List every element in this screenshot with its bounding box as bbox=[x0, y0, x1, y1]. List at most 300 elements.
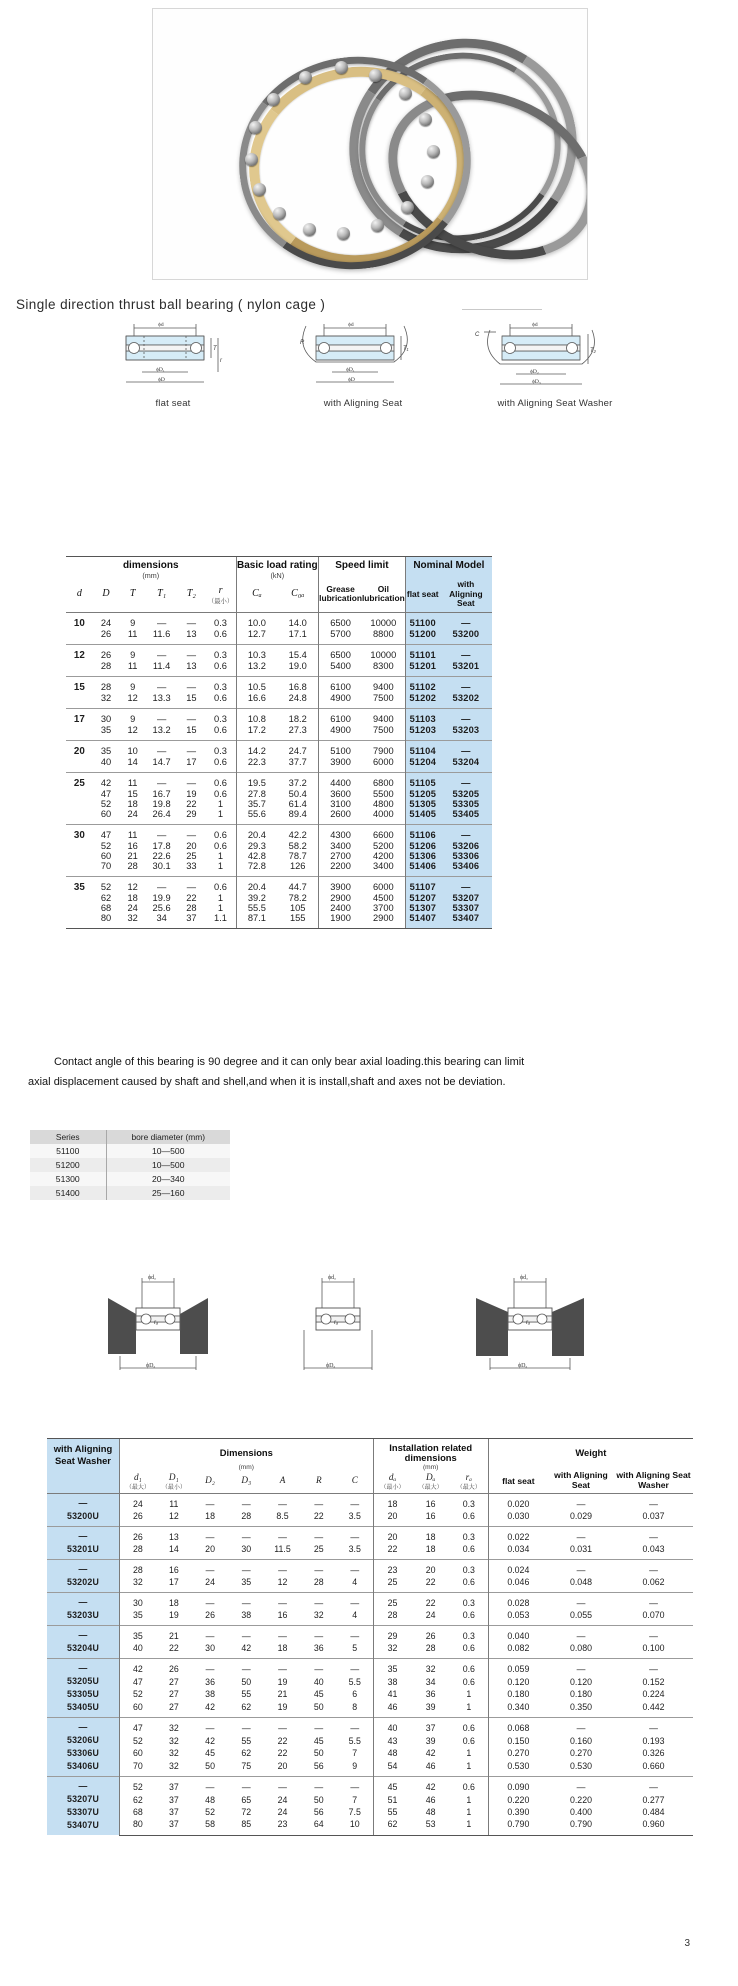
cell-Da: 22 bbox=[412, 1593, 450, 1610]
cell-speed-grease: 6100 bbox=[319, 708, 362, 725]
cell-bore-d: 10 bbox=[73, 617, 85, 629]
col-oil-lubrication: Oil lubrication bbox=[362, 580, 405, 612]
cell-weight-aligning-seat-washer: 0.442 bbox=[642, 1701, 665, 1712]
cell-model-flat-seat: 51203 bbox=[405, 725, 440, 741]
table-row bbox=[66, 799, 492, 809]
svg-text:ϕDₐ: ϕDₐ bbox=[518, 1363, 528, 1369]
cell-weight-aligning-seat-washer: 0.660 bbox=[642, 1760, 665, 1771]
cell-D2: — bbox=[192, 1659, 228, 1676]
cell-height-T2: — bbox=[177, 876, 205, 893]
cell-ra: 0.6 bbox=[450, 1777, 488, 1794]
cell-height-T: 24 bbox=[127, 808, 138, 819]
cell-height-T2: — bbox=[177, 708, 205, 725]
cell-bore-d bbox=[66, 789, 93, 799]
cell-height-T2: 25 bbox=[186, 850, 197, 861]
cell-dynamic-load-Ca: 10.0 bbox=[236, 612, 277, 629]
cell-d1: 60 bbox=[119, 1747, 155, 1759]
model-label: — bbox=[78, 1781, 88, 1791]
cell-speed-oil: 5500 bbox=[373, 788, 394, 799]
cell-ra: 0.6 bbox=[462, 1544, 475, 1554]
cell-weight-aligning-seat-washer: 0.960 bbox=[614, 1818, 693, 1835]
cell-C: — bbox=[337, 1560, 373, 1577]
cell-R: — bbox=[314, 1499, 324, 1509]
header-dimensions: dimensions bbox=[66, 557, 236, 572]
cell-D1: 37 bbox=[156, 1777, 192, 1794]
table-row bbox=[47, 1747, 693, 1759]
cell-model-flat-seat: 51405 bbox=[405, 809, 440, 825]
cell-model-flat-seat: 51407 bbox=[405, 913, 440, 929]
svg-text:ϕdₐ: ϕdₐ bbox=[328, 1275, 336, 1281]
cell-da: 28 bbox=[373, 1609, 411, 1626]
col-ra-symbol: rₐ bbox=[465, 1471, 472, 1482]
cell-A: 12 bbox=[277, 1577, 288, 1587]
cell-D3: — bbox=[228, 1593, 264, 1610]
cell-chamfer-r: 0.6 bbox=[214, 660, 227, 671]
cell-height-T: 9 bbox=[130, 618, 136, 628]
cell-outer-D: 26 bbox=[93, 644, 120, 661]
cell-bore-d bbox=[66, 903, 93, 913]
cell-height-T: 10 bbox=[119, 740, 146, 757]
cell-height-T1: 19.9 bbox=[152, 892, 171, 903]
cell-model-flat-seat: 51206 bbox=[405, 841, 440, 851]
cell-weight-aligning-seat-washer: 0.037 bbox=[642, 1511, 665, 1521]
cell-A: — bbox=[264, 1560, 300, 1577]
cell-weight-aligning-seat: 0.530 bbox=[569, 1760, 592, 1771]
col-D1 bbox=[156, 1471, 192, 1494]
cell-D2: 20 bbox=[205, 1544, 215, 1554]
cell-bore-d bbox=[66, 799, 93, 809]
cell-D3: — bbox=[228, 1718, 264, 1735]
cell-A: 11.5 bbox=[274, 1544, 291, 1554]
cell-model-aligning-seat: 53202 bbox=[440, 693, 492, 709]
cell-model-aligning-seat-washer bbox=[47, 1494, 119, 1527]
table-row bbox=[66, 876, 492, 893]
cell-d1: 28 bbox=[119, 1560, 155, 1577]
series-col-header: Series bbox=[30, 1130, 106, 1144]
cell-A: 18 bbox=[277, 1643, 288, 1653]
cell-weight-aligning-seat: 0.048 bbox=[569, 1577, 592, 1587]
cell-height-T: 11 bbox=[127, 660, 138, 671]
svg-text:ϕdₐ: ϕdₐ bbox=[148, 1275, 156, 1281]
cell-weight-aligning-seat-washer: 0.326 bbox=[642, 1748, 665, 1758]
cell-D3: — bbox=[228, 1527, 264, 1544]
cell-height-T: 14 bbox=[127, 756, 138, 767]
cell-dynamic-load-Ca: 20.4 bbox=[236, 824, 277, 841]
table-row bbox=[66, 772, 492, 789]
cell-weight-aligning-seat-washer: — bbox=[614, 1777, 693, 1794]
cell-height-T: 15 bbox=[127, 788, 138, 799]
aligning-seat-drawing bbox=[288, 322, 438, 394]
cell-C: — bbox=[337, 1593, 373, 1610]
cell-weight-aligning-seat: 0.029 bbox=[569, 1511, 592, 1521]
cell-ra: 0.6 bbox=[462, 1577, 475, 1587]
cell-static-load-C0a: 78.7 bbox=[288, 850, 307, 861]
cell-bore-d bbox=[66, 629, 93, 645]
cell-speed-grease: 4900 bbox=[319, 725, 362, 741]
cell-D1: 19 bbox=[168, 1610, 179, 1620]
cell-outer-D: 60 bbox=[100, 850, 112, 861]
cell-D1: 14 bbox=[168, 1544, 179, 1554]
cell-A: 22 bbox=[277, 1748, 288, 1758]
cell-A: 24 bbox=[277, 1806, 288, 1817]
cell-height-T1: 30.1 bbox=[152, 860, 171, 871]
svg-text:rₐ: rₐ bbox=[526, 1320, 531, 1326]
cell-chamfer-r: 0.6 bbox=[214, 840, 227, 851]
cell-d1: 42 bbox=[119, 1659, 155, 1676]
cell-height-T: 9 bbox=[119, 676, 146, 693]
cell-A: 20 bbox=[277, 1760, 288, 1771]
cell-da: 54 bbox=[373, 1759, 411, 1776]
cell-A: — bbox=[264, 1593, 300, 1610]
table-row bbox=[66, 893, 492, 903]
cell-Da: 32 bbox=[412, 1659, 450, 1676]
cell-chamfer-r: 0.6 bbox=[214, 692, 227, 703]
cell-speed-oil: 6600 bbox=[362, 824, 405, 841]
cell-height-T1: 13.2 bbox=[152, 724, 171, 735]
cell-d1: 26 bbox=[119, 1527, 155, 1544]
cell-static-load-C0a: 15.4 bbox=[277, 644, 318, 661]
title-divider bbox=[462, 309, 542, 310]
cell-chamfer-r: 1 bbox=[217, 860, 224, 871]
cell-chamfer-r: 0.3 bbox=[214, 618, 227, 628]
cell-height-T: 18 bbox=[127, 892, 138, 903]
cell-A: — bbox=[264, 1718, 300, 1735]
svg-text:ϕd: ϕd bbox=[158, 322, 164, 328]
cell-C: 4 bbox=[352, 1577, 358, 1587]
cell-weight-aligning-seat-washer: 0.070 bbox=[642, 1610, 665, 1620]
series-table-header bbox=[30, 1130, 230, 1144]
cell-dynamic-load-Ca: 10.3 bbox=[236, 644, 277, 661]
cell-D1: 32 bbox=[168, 1760, 179, 1771]
cell-Da: 22 bbox=[425, 1577, 436, 1587]
svg-text:T₂: T₂ bbox=[590, 348, 596, 354]
cell-C: — bbox=[337, 1718, 373, 1735]
cell-model-aligning-seat: 53307 bbox=[440, 903, 492, 913]
svg-text:r: r bbox=[220, 358, 222, 364]
cell-height-T1: — bbox=[146, 824, 177, 841]
cell-D3: 85 bbox=[228, 1818, 264, 1835]
cell-bore-range: 20—340 bbox=[106, 1172, 230, 1186]
cell-weight-aligning-seat-washer: 0.224 bbox=[642, 1689, 665, 1699]
cell-D1: 37 bbox=[156, 1818, 192, 1835]
cell-d1: 52 bbox=[119, 1777, 155, 1794]
cell-Da: 18 bbox=[425, 1544, 436, 1554]
table-row bbox=[66, 809, 492, 825]
cell-d1: 47 bbox=[119, 1676, 155, 1688]
cell-da: 20 bbox=[373, 1510, 411, 1527]
install-drawing-1 bbox=[90, 1268, 260, 1378]
cell-chamfer-r: 1 bbox=[217, 798, 224, 809]
cell-R: 50 bbox=[313, 1748, 324, 1758]
cell-bore-range: 10—500 bbox=[106, 1158, 230, 1172]
cell-static-load-C0a: 61.4 bbox=[288, 798, 307, 809]
svg-text:ϕD: ϕD bbox=[158, 377, 165, 383]
table-row bbox=[47, 1560, 693, 1577]
cell-model-flat-seat: 51106 bbox=[405, 824, 440, 841]
cell-d1: 30 bbox=[119, 1593, 155, 1610]
cell-D2: 24 bbox=[205, 1577, 215, 1587]
cell-dynamic-load-Ca: 19.5 bbox=[236, 772, 277, 789]
cell-height-T2: — bbox=[177, 644, 205, 661]
cell-weight-aligning-seat: — bbox=[548, 1626, 614, 1643]
cell-A: 21 bbox=[277, 1689, 288, 1699]
list-item bbox=[30, 1186, 230, 1200]
cell-d1: 35 bbox=[119, 1609, 155, 1626]
cell-static-load-C0a: 17.1 bbox=[288, 628, 307, 639]
cell-height-T: 16 bbox=[127, 840, 138, 851]
cell-D2: 18 bbox=[205, 1511, 215, 1521]
svg-text:ϕDₐ: ϕDₐ bbox=[146, 1363, 156, 1369]
cell-weight-flat-seat: 0.046 bbox=[488, 1576, 548, 1593]
cell-outer-D: 70 bbox=[100, 860, 112, 871]
table-row bbox=[66, 903, 492, 913]
cell-A: 23 bbox=[264, 1818, 300, 1835]
cell-speed-grease: 3600 bbox=[319, 789, 362, 799]
cell-D1: 22 bbox=[168, 1643, 179, 1653]
cell-height-T2: 20 bbox=[186, 840, 197, 851]
cell-weight-flat-seat: 0.270 bbox=[488, 1747, 548, 1759]
cell-R: 36 bbox=[313, 1643, 324, 1653]
cell-speed-grease: 6500 bbox=[319, 612, 362, 629]
cell-ra: 1 bbox=[466, 1701, 472, 1712]
cell-ra: 0.6 bbox=[462, 1511, 475, 1521]
cell-model-flat-seat: 51202 bbox=[405, 693, 440, 709]
svg-text:ϕd: ϕd bbox=[348, 322, 354, 328]
cell-speed-oil: 4500 bbox=[373, 892, 394, 903]
cell-chamfer-r: 0.3 bbox=[206, 676, 236, 693]
svg-text:ϕD₃: ϕD₃ bbox=[532, 379, 541, 385]
cell-series: 51300 bbox=[30, 1172, 106, 1186]
flat-seat-drawing bbox=[98, 322, 248, 394]
cell-weight-aligning-seat-washer: — bbox=[614, 1626, 693, 1643]
cell-dynamic-load-Ca: 16.6 bbox=[236, 693, 277, 709]
cell-static-load-C0a: 44.7 bbox=[277, 876, 318, 893]
bearing-specifications-table bbox=[66, 556, 492, 929]
cell-Da: 53 bbox=[412, 1818, 450, 1835]
cell-dynamic-load-Ca: 55.5 bbox=[236, 903, 277, 913]
svg-text:ϕD: ϕD bbox=[348, 377, 355, 383]
col-T1: T₁ bbox=[146, 580, 177, 612]
table-row bbox=[66, 725, 492, 741]
table-row bbox=[66, 851, 492, 861]
model-label: 53204U bbox=[66, 1643, 99, 1653]
cell-dynamic-load-Ca: 87.1 bbox=[236, 913, 277, 929]
cell-D3: 35 bbox=[241, 1577, 252, 1587]
cell-speed-oil: 9400 bbox=[362, 708, 405, 725]
diagram-aligning-seat-washer bbox=[470, 322, 640, 409]
model-label: — bbox=[78, 1498, 88, 1508]
cell-outer-D: 47 bbox=[100, 788, 112, 799]
svg-text:rₐ: rₐ bbox=[334, 1320, 339, 1326]
svg-text:T₁: T₁ bbox=[403, 346, 409, 352]
cell-height-T2: — bbox=[186, 618, 197, 628]
cell-D3: 55 bbox=[241, 1689, 252, 1699]
cell-outer-D: 28 bbox=[100, 660, 112, 671]
cell-speed-grease: 5400 bbox=[319, 661, 362, 677]
cell-dynamic-load-Ca: 42.8 bbox=[236, 851, 277, 861]
cell-ra: 0.6 bbox=[450, 1718, 488, 1735]
cell-weight-flat-seat: 0.120 bbox=[488, 1676, 548, 1688]
svg-text:ϕD₁: ϕD₁ bbox=[346, 367, 355, 373]
cell-height-T2: 22 bbox=[186, 892, 197, 903]
cell-R: 32 bbox=[313, 1610, 324, 1620]
table-row bbox=[66, 629, 492, 645]
cell-D2: 30 bbox=[205, 1643, 215, 1653]
cell-D3: — bbox=[228, 1777, 264, 1794]
cell-weight-flat-seat: 0.053 bbox=[488, 1609, 548, 1626]
cell-da: 22 bbox=[373, 1543, 411, 1560]
cell-speed-oil: 9400 bbox=[362, 676, 405, 693]
cell-chamfer-r: 1 bbox=[217, 850, 224, 861]
cell-height-T1: — bbox=[146, 876, 177, 893]
cell-dynamic-load-Ca: 72.8 bbox=[236, 861, 277, 877]
cell-speed-oil: 5200 bbox=[373, 840, 394, 851]
cell-model-aligning-seat: — bbox=[440, 644, 492, 661]
cell-model-flat-seat: 51103 bbox=[405, 708, 440, 725]
cell-speed-oil: 3700 bbox=[373, 902, 394, 913]
cell-weight-flat-seat: 0.040 bbox=[488, 1626, 548, 1643]
cell-height-T1: 25.6 bbox=[152, 902, 171, 913]
cell-static-load-C0a: 18.2 bbox=[277, 708, 318, 725]
cell-da: 23 bbox=[373, 1560, 411, 1577]
col-Da bbox=[412, 1471, 450, 1494]
cell-Da: 26 bbox=[412, 1626, 450, 1643]
cell-height-T: 9 bbox=[119, 708, 146, 725]
install-diagram-3 bbox=[460, 1268, 630, 1378]
svg-text:ϕD₁: ϕD₁ bbox=[156, 367, 165, 373]
cell-speed-grease: 2900 bbox=[319, 893, 362, 903]
col-r-symbol: r bbox=[218, 584, 223, 596]
cell-weight-aligning-seat-washer: 0.484 bbox=[642, 1806, 665, 1817]
cell-height-T1: 34 bbox=[146, 913, 177, 929]
col-D: D bbox=[93, 580, 120, 612]
cell-da: 48 bbox=[373, 1747, 411, 1759]
cell-D1: 27 bbox=[168, 1701, 179, 1712]
cell-model-flat-seat: 51201 bbox=[405, 661, 440, 677]
cell-D2: 45 bbox=[205, 1748, 215, 1758]
svg-text:ϕd: ϕd bbox=[532, 322, 538, 328]
cell-Da: 39 bbox=[425, 1735, 436, 1746]
cell-outer-D: 52 bbox=[100, 798, 112, 809]
cell-D2: 42 bbox=[205, 1701, 215, 1712]
cell-speed-oil: 10000 bbox=[370, 618, 397, 628]
col-d1 bbox=[119, 1471, 155, 1494]
cell-dynamic-load-Ca: 13.2 bbox=[236, 661, 277, 677]
cell-ra: 1 bbox=[466, 1689, 472, 1699]
cell-weight-aligning-seat-washer: — bbox=[614, 1560, 693, 1577]
model-label: 53203U bbox=[66, 1610, 99, 1620]
cell-model-aligning-seat: 53200 bbox=[440, 629, 492, 645]
cell-static-load-C0a: 155 bbox=[277, 913, 318, 929]
cell-outer-D: 62 bbox=[100, 892, 112, 903]
cell-d1: 26 bbox=[119, 1510, 155, 1527]
cell-d1: 70 bbox=[119, 1759, 155, 1776]
cell-height-T: 12 bbox=[119, 876, 146, 893]
cell-weight-flat-seat: 0.020 bbox=[488, 1494, 548, 1511]
cell-weight-aligning-seat: 0.180 bbox=[569, 1689, 592, 1699]
table-row bbox=[47, 1609, 693, 1626]
cell-model-aligning-seat-washer bbox=[47, 1718, 119, 1777]
list-item bbox=[30, 1158, 230, 1172]
cell-speed-oil: 4800 bbox=[373, 798, 394, 809]
cell-D1: 27 bbox=[168, 1689, 179, 1699]
cell-da: 18 bbox=[373, 1494, 411, 1511]
cell-model-flat-seat: 51200 bbox=[405, 629, 440, 645]
install-drawing-2 bbox=[270, 1268, 440, 1378]
table-row bbox=[47, 1794, 693, 1806]
cell-R: — bbox=[301, 1626, 337, 1643]
cell-height-T1: — bbox=[146, 676, 177, 693]
cell-height-T2: — bbox=[177, 772, 205, 789]
cell-weight-aligning-seat-washer: 0.043 bbox=[642, 1544, 665, 1554]
cell-height-T2: 37 bbox=[177, 913, 205, 929]
model-label: — bbox=[78, 1722, 88, 1732]
table-row bbox=[66, 644, 492, 661]
table-row bbox=[66, 824, 492, 841]
cell-model-flat-seat: 51205 bbox=[405, 789, 440, 799]
cell-d1: 62 bbox=[119, 1794, 155, 1806]
table-row bbox=[47, 1806, 693, 1818]
cell-ra: 0.3 bbox=[450, 1560, 488, 1577]
cell-chamfer-r: 0.6 bbox=[214, 788, 227, 799]
cell-weight-aligning-seat: 0.400 bbox=[569, 1806, 592, 1817]
cell-da: 55 bbox=[373, 1806, 411, 1818]
cell-static-load-C0a: 16.8 bbox=[277, 676, 318, 693]
cell-speed-oil: 4200 bbox=[373, 850, 394, 861]
table-row bbox=[47, 1543, 693, 1560]
cell-weight-aligning-seat: 0.270 bbox=[569, 1748, 592, 1758]
cell-model-aligning-seat: 53305 bbox=[440, 799, 492, 809]
cell-D3: 62 bbox=[241, 1701, 252, 1712]
cell-dynamic-load-Ca: 55.6 bbox=[236, 809, 277, 825]
cell-da: 40 bbox=[373, 1718, 411, 1735]
table-row bbox=[66, 661, 492, 677]
cell-outer-D: 24 bbox=[100, 618, 112, 628]
cell-weight-aligning-seat: — bbox=[576, 1499, 586, 1509]
cell-C: 3.5 bbox=[348, 1544, 361, 1554]
cell-da: 25 bbox=[373, 1576, 411, 1593]
model-label: 53406U bbox=[66, 1761, 99, 1771]
install-diagram-2 bbox=[270, 1268, 440, 1378]
cell-weight-aligning-seat: 0.120 bbox=[569, 1676, 592, 1687]
cell-ra: 1 bbox=[466, 1748, 472, 1758]
cell-model-aligning-seat: 53406 bbox=[440, 861, 492, 877]
cell-Da: 16 bbox=[425, 1511, 436, 1521]
cell-C: 6 bbox=[352, 1689, 358, 1699]
svg-text:R: R bbox=[300, 340, 305, 346]
cell-speed-oil: 7500 bbox=[373, 724, 394, 735]
cell-dynamic-load-Ca: 27.8 bbox=[236, 789, 277, 799]
cell-model-flat-seat: 51101 bbox=[405, 644, 440, 661]
cell-model-flat-seat: 51305 bbox=[405, 799, 440, 809]
col-D2: D₂ bbox=[192, 1471, 228, 1494]
cell-model-flat-seat: 51100 bbox=[405, 612, 440, 629]
cell-weight-aligning-seat-washer: 0.100 bbox=[642, 1643, 665, 1653]
cell-height-T2: 15 bbox=[186, 724, 197, 735]
col-D1-note: （最小） bbox=[161, 1484, 186, 1491]
cell-D2: — bbox=[192, 1718, 228, 1735]
svg-text:ϕDₐ: ϕDₐ bbox=[326, 1363, 336, 1369]
cell-weight-aligning-seat-washer: 0.062 bbox=[642, 1577, 665, 1587]
cell-static-load-C0a: 14.0 bbox=[288, 618, 307, 628]
cell-model-aligning-seat: — bbox=[440, 876, 492, 893]
table-row bbox=[47, 1593, 693, 1610]
cell-C: — bbox=[337, 1527, 373, 1544]
cell-A: 22 bbox=[277, 1735, 288, 1746]
cell-height-T1: — bbox=[146, 772, 177, 789]
cell-C: 5.5 bbox=[348, 1676, 361, 1687]
model-label: 53207U bbox=[66, 1794, 99, 1804]
